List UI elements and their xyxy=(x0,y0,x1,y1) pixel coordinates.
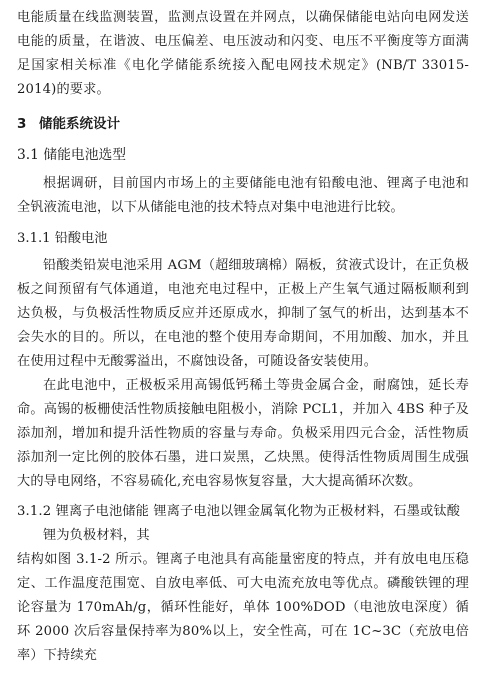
section-3-1-2-heading: 3.1.2 锂离子电池储能 锂离子电池以锂金属氧化物为正极材料，石墨或钛酸 xyxy=(17,504,461,519)
lithium-ion-paragraph: 结构如图 3.1-2 所示。锂离子电池具有高能量密度的特点，并有放电电压稳定、工作温度范围宽、自放电率低、可大电流充放电等优点。磷酸铁锂的理论容量为 170mAh/g，循环性能好，单体 100%DOD（电池放电深度）循环 2000 次后容量保持率为80%以上，安全性高，可在 1C~3C（充放电倍率）下持续充 xyxy=(17,552,469,663)
section-3-1-heading: 3.1 储能电池选型 xyxy=(17,147,127,163)
section-3-1-2-heading-continued: 锂为负极材料，其 xyxy=(43,528,150,543)
lead-acid-paragraph-1: 铅酸类铅炭电池采用 AGM（超细玻璃棉）隔板，贫液式设计，在正负极板之间预留有气体通道，电池充电过程中，正极上产生氧气通过隔板顺利到达负极，与负极活性物质反应并还原成水，抑制了氢气的析出，达到基本不会失水的目的。所以，在电池的整个使用寿命期间，不用加酸、加水，并且在使用过程中无酸雾溢出，不腐蚀设备，可随设备安装使用。 xyxy=(17,258,469,369)
section-3-number: 3 xyxy=(17,116,27,132)
section-3-heading xyxy=(17,114,469,134)
intro-paragraph: 电能质量在线监测装置，监测点设置在并网点，以确保储能电站向电网发送电能的质量，在谐波、电压偏差、电压波动和闪变、电压不平衡度等方面满足国家相关标准《电化学储能系统接入配电网技术规定》(NB/T 33015-2014)的要求。 xyxy=(17,10,469,97)
lead-acid-paragraph-2: 在此电池中，正极板采用高锡低钙稀土等贵金属合金，耐腐蚀，延长寿命。高锡的板栅使活性物质接触电阻极小，消除 PCL1，并加入 4BS 种子及添加剂，增加和提升活性物质的容量与寿命。负极采用四元合金，活性物质添加剂一定比例的胶体石墨，进口炭黑，乙炔黑。使得活性物质周围生成强大的导电网络，不容易硫化,充电容易恢复容量，大大提高循环次数。 xyxy=(17,378,469,489)
section-3-1-paragraph: 根据调研，目前国内市场上的主要储能电池有铅酸电池、锂离子电池和全钒液流电池，以下从储能电池的技术特点对集中电池进行比较。 xyxy=(17,176,469,215)
section-3-1-1-heading: 3.1.1 铅酸电池 xyxy=(17,231,108,246)
section-3-title: 储能系统设计 xyxy=(39,116,120,132)
